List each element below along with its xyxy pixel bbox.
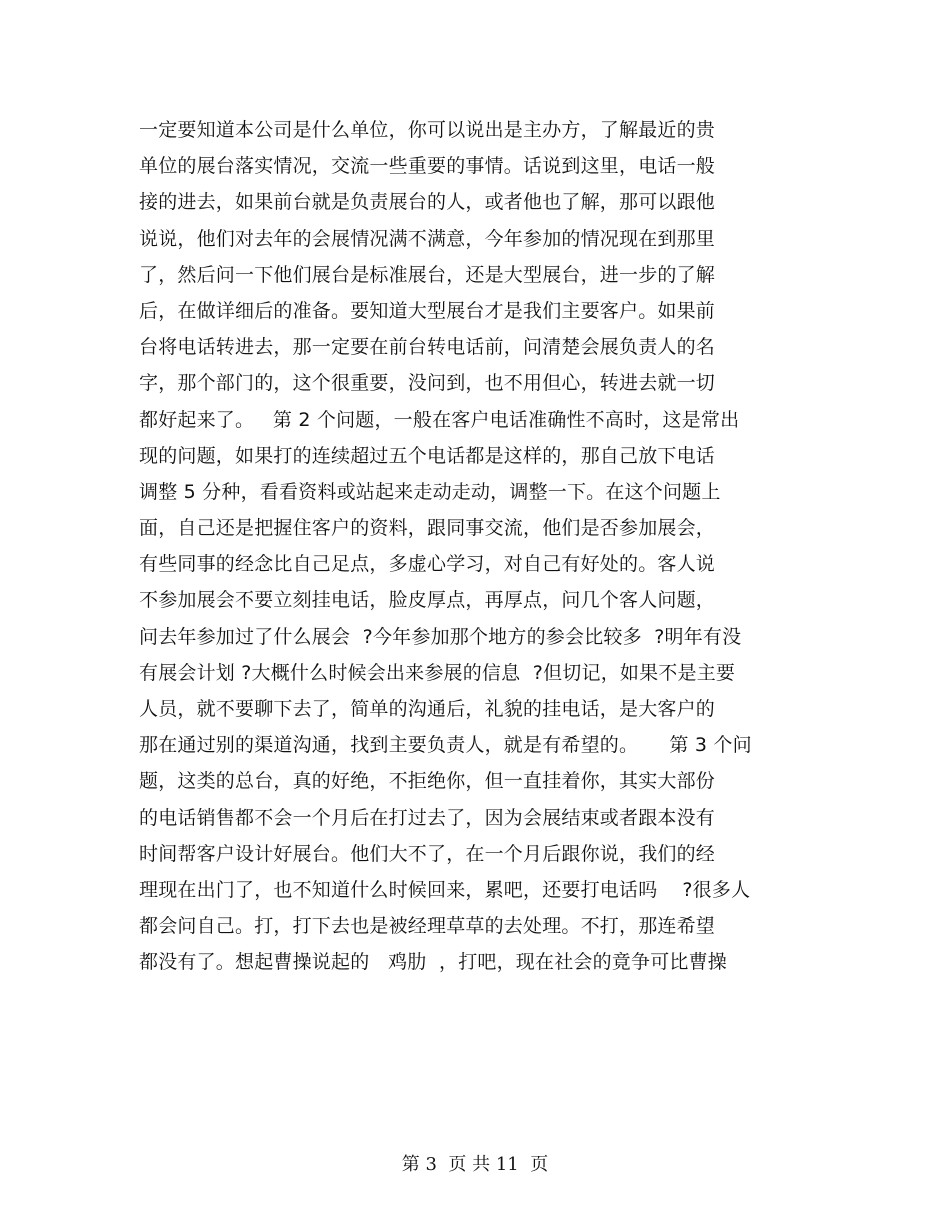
text-line: 问去年参加过了什么展会 ?今年参加那个地方的参会比较多 ?明年有没 [139,625,742,648]
text-line: 理现在出门了，也不知道什么时候回来，累吧，还要打电话吗 ?很多人 [139,878,751,901]
text-line: 现的问题，如果打的连续超过五个电话都是这样的，那自己放下电话 [139,444,716,467]
text-line: 说说，他们对去年的会展情况满不满意，今年参加的情况现在到那里 [139,227,716,250]
text-line: 都没有了。想起曹操说起的 鸡肋 ，打吧，现在社会的竟争可比曹操 [139,951,727,974]
text-line: 了，然后问一下他们展台是标准展台，还是大型展台，进一步的了解 [139,263,716,286]
text-line: 的电话销售都不会一个月后在打过去了，因为会展结束或者跟本没有 [139,806,716,829]
text-line: 不参加展会不要立刻挂电话，脸皮厚点，再厚点，问几个客人问题， [139,589,716,612]
text-line: 后，在做详细后的准备。要知道大型展台才是我们主要客户。如果前 [139,299,716,322]
text-line: 单位的展台落实情况，交流一些重要的事情。话说到这里，电话一般 [139,155,716,178]
text-line: 题，这类的总台，真的好绝，不拒绝你，但一直挂着你，其实大部份 [139,770,716,793]
text-line: 调整 5 分种，看看资料或站起来走动走动，调整一下。在这个问题上 [139,480,721,503]
text-line: 那在通过别的渠道沟通，找到主要负责人，就是有希望的。 第 3 个问 [139,734,752,757]
text-line: 台将电话转进去，那一定要在前台转电话前，问清楚会展负责人的名 [139,336,716,359]
text-line: 字，那个部门的，这个很重要，没问到，也不用但心，转进去就一切 [139,372,716,395]
text-line: 时间帮客户设计好展台。他们大不了，在一个月后跟你说，我们的经 [139,842,716,865]
text-line: 都会问自己。打，打下去也是被经理草草的去处理。不打，那连希望 [139,915,716,938]
text-line: 一定要知道本公司是什么单位，你可以说出是主办方，了解最近的贵 [139,119,716,141]
text-line: 人员，就不要聊下去了，简单的沟通后，礼貌的挂电话，是大客户的 [139,698,716,720]
text-line: 都好起来了。 第 2 个问题，一般在客户电话准确性不高时，这是常出 [139,408,740,431]
body-text [139,112,819,981]
text-line: 面，自己还是把握住客户的资料，跟同事交流，他们是否参加展会， [139,517,716,540]
text-line: 有展会计划 ?大概什么时候会出来参展的信息 ?但切记，如果不是主要 [139,661,736,684]
text-line: 接的进去，如果前台就是负责展台的人，或者他也了解，那可以跟他 [139,191,716,214]
text-line: 有些同事的经念比自己足点，多虚心学习，对自己有好处的。客人说 [139,553,716,576]
page-number-footer: 第 3 页 共 11 页 [401,1154,549,1175]
